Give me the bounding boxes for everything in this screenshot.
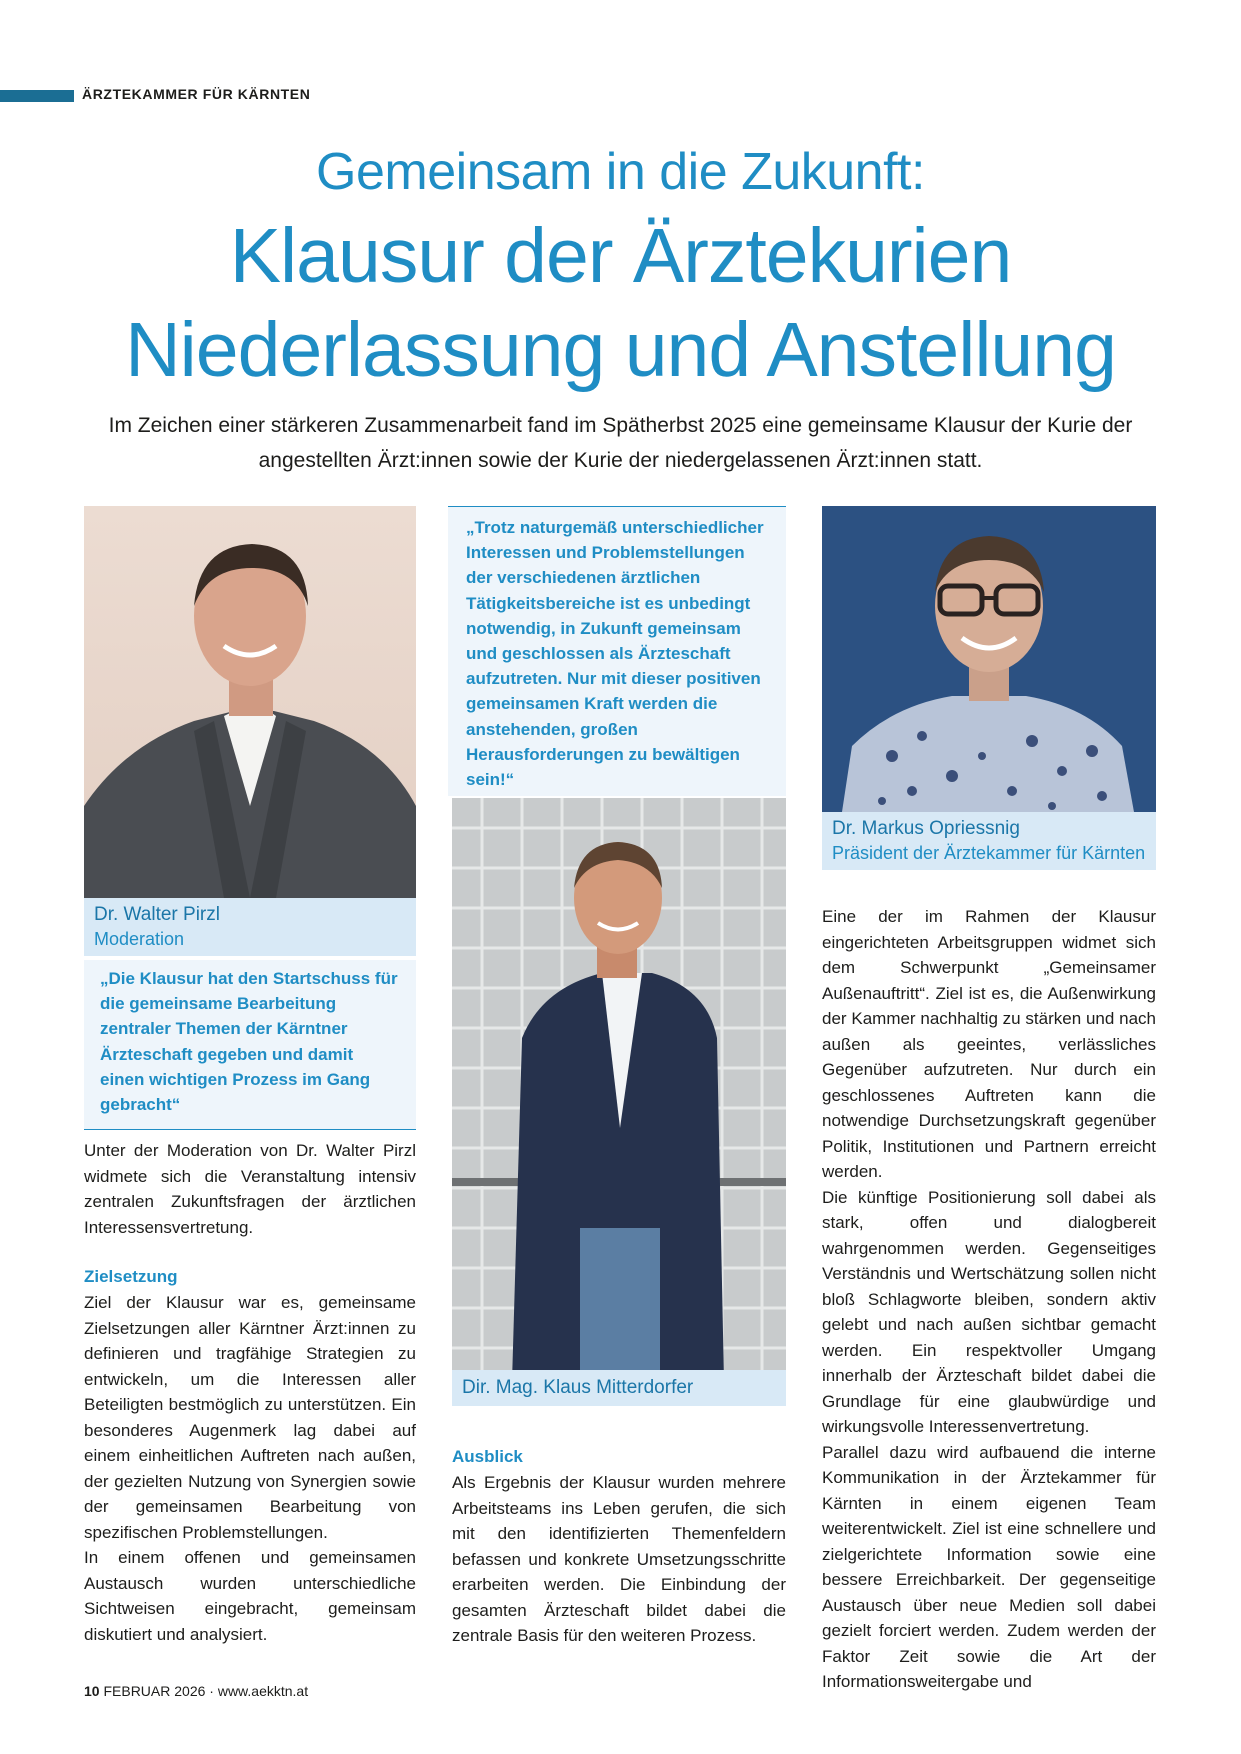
headline-line-3: Niederlassung und Anstellung [125,307,1116,393]
subheading-zielsetzung: Zielsetzung [84,1267,178,1286]
section-label: ÄRZTEKAMMER FÜR KÄRNTEN [82,86,311,102]
section-bar [0,90,74,102]
headline-line-2: Klausur der Ärztekurien [229,213,1012,299]
paragraph: In einem offenen und gemeinsamen Austausch wurden unterschiedliche Sichtweisen eingebracht, gemeinsam diskutiert und analysiert. [84,1548,416,1644]
paragraph: Als Ergebnis der Klausur wurden mehrere Arbeitsteams ins Leben gerufen, die sich mit den identifizierten Themenfeldern befassen und konkrete Umsetzungsschritte erarbeiten werden. Die Einbindung der gesamten Ärzteschaft bildet dabei die zentrale Basis für den weiteren Prozess. [452,1473,786,1645]
article-outlook [452,1470,786,1649]
issue-info: FEBRUAR 2026 · www.aekktn.at [103,1683,309,1699]
caption-name: Dir. Mag. Klaus Mitterdorfer [462,1377,694,1398]
caption-walter-pirzl [84,898,416,956]
pull-quote-center: „Trotz naturgemäß unterschiedlicher Interessen und Problemstellungen der verschiedenen ärztlichen Tätigkeitsbereiche ist es unbedingt notwendig, in Zukunft gemeinsam und geschlossen als Ärzteschaft aufzutreten. Nur mit dieser positiven gemeinsamen Kraft werden die anstehenden, großen Herausforderungen zu bewältigen sein!“ [448,506,786,796]
paragraph: Eine der im Rahmen der Klausur eingerichteten Arbeitsgruppen widmet sich dem Schwerpunkt „Gemeinsamer Außenauftritt“. Ziel ist es, die Außenwirkung der Kammer nachhaltig zu stärken und nach außen als geeintes, verlässliches Gegenüber aufzutreten. Nur durch ein geschlossenes Auftreten kann die notwendige Durchsetzungskraft gegenüber Politik, Institutionen und Partnern erreicht werden. [822,907,1156,1181]
caption-name: Dr. Walter Pirzl [94,904,220,925]
paragraph: Ziel der Klausur war es, gemeinsame Zielsetzungen aller Kärntner Ärzt:innen zu definieren und tragfähige Strategien zu entwickeln, um die Interessen aller Beteiligten bestmöglich zu unterstützen. Ein besonderes Augenmerk lag dabei auf einem einheitlichen Auftreten nach außen, der gezielten Nutzung von Synergien sowie der gemeinsamen Bearbeitung von spezifischen Problemstellungen. [84,1293,416,1542]
page-number: 10 [84,1683,100,1699]
page-footer [84,1683,308,1699]
caption-role: Präsident der Ärztekammer für Kärnten [832,843,1146,863]
caption-role: Moderation [94,929,185,949]
article-column-3 [822,904,1156,1695]
caption-name: Dr. Markus Opriessnig [832,818,1020,839]
lead-paragraph: Im Zeichen einer stärkeren Zusammenarbeit fand im Spätherbst 2025 eine gemeinsame Klausur der Kurie der angestellten Ärzt:innen sowie der Kurie der niedergelassenen Ärzt:innen statt. [108,414,1133,472]
paragraph: Die künftige Positionierung soll dabei als stark, offen und dialogbereit wahrgenommen werden. Gegenseitiges Verständnis und Wertschätzung sollen nicht bloß Schlagworte bleiben, sondern aktiv gelebt und nach außen sichtbar gemacht werden. Ein respektvoller Umgang innerhalb der Ärzteschaft bildet dabei die Grundlage für eine glaubwürdige und wirkungsvolle Interessenvertretung. [822,1187,1156,1436]
headline-line-1: Gemeinsam in die Zukunft: [316,143,925,201]
photo-walter-pirzl [84,506,416,898]
photo-markus-opriessnig [822,506,1156,812]
photo-klaus-mitterdorfer [452,798,786,1382]
article-goals [84,1290,416,1647]
caption-klaus-mitterdorfer [452,1370,786,1406]
subheading-ausblick: Ausblick [452,1447,523,1466]
pull-quote-left: „Die Klausur hat den Startschuss für die gemeinsame Bearbeitung zentraler Themen der Kärntner Ärzteschaft gegeben und damit einen wichtigen Prozess im Gang gebracht“ [84,960,416,1130]
caption-markus-opriessnig [822,812,1156,870]
paragraph: Parallel dazu wird aufbauend die interne Kommunikation in der Ärztekammer für Kärnten in einem eigenen Team weiterentwickelt. Ziel ist eine schnellere und zielgerichtete Information sowie eine bessere Erreichbarkeit. Der gegenseitige Austausch über neue Medien soll dabei gezielt forciert werden. Zudem werden der Faktor Zeit sowie die Art der Informationsweitergabe und [822,1442,1156,1691]
article-intro: Unter der Moderation von Dr. Walter Pirzl widmete sich die Veranstaltung intensiv zentralen Zukunftsfragen der ärztlichen Interessensvertretung. [84,1141,416,1237]
